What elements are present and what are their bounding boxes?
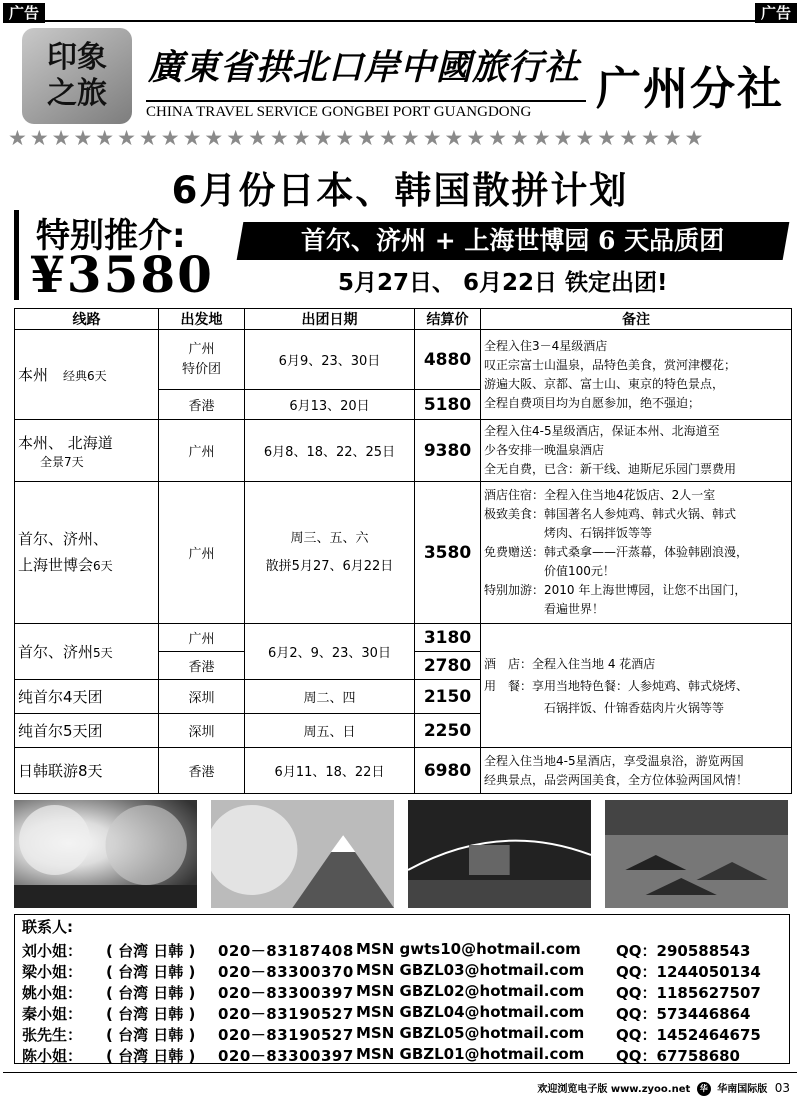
dates-cell: 6月2、9、23、30日 xyxy=(245,624,415,680)
footer-text: 欢迎浏览电子版 www.zyoo.net xyxy=(537,1084,691,1095)
from-cell: 香港 xyxy=(159,390,245,420)
route-cell: 日韩联游8天 xyxy=(15,748,159,794)
table-row xyxy=(15,330,792,390)
contact-phone: 020－83300370 xyxy=(218,963,354,981)
notes-cell xyxy=(481,748,792,794)
table-row xyxy=(15,482,792,624)
header-price: 结算价 xyxy=(415,309,481,330)
footer-brand: 华南国际版 xyxy=(717,1084,768,1095)
route-cell: 纯首尔4天团 xyxy=(15,680,159,714)
note-line: 全程入住4-5星级酒店，保证本州、北海道至 xyxy=(484,424,720,438)
contact-region: ( 台湾 日韩 ) xyxy=(106,984,196,1002)
table-row xyxy=(15,624,792,652)
contact-phone: 020－83190527 xyxy=(218,1005,354,1023)
promo-tour-banner xyxy=(237,222,790,260)
contact-phone: 020－83190527 xyxy=(218,1026,354,1044)
route-name-2: 上海世博会 xyxy=(18,556,94,574)
note-line: 特别加游：2010 年上海世博园，让您不出国门， xyxy=(484,583,747,597)
table-row xyxy=(15,420,792,482)
price-cell: 2780 xyxy=(415,652,481,680)
dates-line: 周三、五、六 xyxy=(290,530,369,546)
ad-label-left: 广告 xyxy=(3,3,45,23)
photo-mount-fuji xyxy=(211,800,394,908)
star-divider: ★★★★★★★★★★★★★★★★★★★★★★★★★★★★★★★★ xyxy=(8,126,707,150)
notes-cell xyxy=(481,624,792,748)
contact-name: 梁小姐： xyxy=(22,963,83,981)
contact-qq: QQ：1452464675 xyxy=(616,1026,761,1044)
note-line: 烤肉、石锅拌饭等等 xyxy=(484,526,653,540)
promo-tour-text: 首尔、济州 + 上海世博园 6 天品质团 xyxy=(301,226,725,255)
promo-departures: 5月27日、 6月22日 铁定出团! xyxy=(338,270,668,296)
price-cell: 6980 xyxy=(415,748,481,794)
note-line: 酒店住宿：全程入住当地4花饭店、2人一室 xyxy=(484,488,716,502)
price-cell: 3580 xyxy=(415,482,481,624)
top-divider xyxy=(3,20,797,22)
dates-cell: 6月9、23、30日 xyxy=(245,330,415,390)
header-dates: 出团日期 xyxy=(245,309,415,330)
price-cell: 3180 xyxy=(415,624,481,652)
contact-region: ( 台湾 日韩 ) xyxy=(106,1005,196,1023)
contact-msn: MSN GBZL02@hotmail.com xyxy=(356,982,585,1000)
dates-cell: 周二、四 xyxy=(245,680,415,714)
route-cell xyxy=(15,624,159,680)
contact-name: 秦小姐： xyxy=(22,1005,83,1023)
route-sub: 6天 xyxy=(93,559,113,573)
route-cell xyxy=(15,420,159,482)
brand-logo xyxy=(22,28,132,124)
photo-cherry-blossom-park xyxy=(14,800,197,908)
notes-cell xyxy=(481,420,792,482)
contact-title: 联系人: xyxy=(22,918,73,936)
photo-strip xyxy=(14,800,788,908)
dates-line: 散拼5月27、6月22日 xyxy=(265,558,394,574)
from-cell: 香港 xyxy=(159,748,245,794)
note-line: 价值100元！ xyxy=(484,564,615,578)
note-line: 全程自费项目均为自愿参加，绝不强迫； xyxy=(484,395,701,410)
header-route: 线路 xyxy=(15,309,159,330)
contact-msn: MSN GBZL01@hotmail.com xyxy=(356,1045,585,1063)
contact-name: 姚小姐： xyxy=(22,984,83,1002)
route-cell: 纯首尔5天团 xyxy=(15,714,159,748)
table-header-row xyxy=(15,309,792,330)
notes-cell xyxy=(481,330,792,420)
table-row xyxy=(15,748,792,794)
note-line: 看遍世界！ xyxy=(484,602,605,616)
photo-village-roofs xyxy=(605,800,788,908)
notes-cell xyxy=(481,482,792,624)
note-line: 经典景点，品尝两国美食，全方位体验两国风情！ xyxy=(484,772,749,787)
page-number: 03 xyxy=(774,1081,790,1095)
dates-cell xyxy=(245,482,415,624)
contact-name: 陈小姐： xyxy=(22,1047,83,1065)
price-cell: 2250 xyxy=(415,714,481,748)
logo-line2: 之旅 xyxy=(47,76,107,111)
header-from: 出发地 xyxy=(159,309,245,330)
note-line: 叹正宗富士山温泉，品特色美食，赏河津樱花； xyxy=(484,357,737,372)
route-name: 本州 xyxy=(18,366,49,384)
contact-qq: QQ：290588543 xyxy=(616,942,751,960)
note-line: 石锅拌饭、什锦香菇肉片火锅等等 xyxy=(484,700,725,715)
contact-qq: QQ：67758680 xyxy=(616,1047,740,1065)
contact-msn: MSN GBZL03@hotmail.com xyxy=(356,961,585,979)
note-line: 全无自费，已含：新干线、迪斯尼乐园门票费用 xyxy=(484,462,737,476)
dates-cell: 6月13、20日 xyxy=(245,390,415,420)
contact-msn: MSN gwts10@hotmail.com xyxy=(356,940,581,958)
contact-name: 刘小姐： xyxy=(22,942,83,960)
note-line: 游遍大阪、京都、富士山、東京的特色景点， xyxy=(484,376,725,391)
photo-night-bridge xyxy=(408,800,591,908)
from-cell: 广州 xyxy=(159,420,245,482)
note-line: 用 餐：享用当地特色餐：人参炖鸡、韩式烧烤、 xyxy=(484,678,749,693)
contact-phone: 020－83300397 xyxy=(218,984,354,1002)
bottom-divider xyxy=(3,1072,797,1073)
note-line: 全程入住3－4星级酒店 xyxy=(484,338,608,353)
route-name: 首尔、济州、 xyxy=(18,530,109,548)
from-cell: 广州 特价团 xyxy=(159,330,245,390)
route-cell xyxy=(15,330,159,420)
from-cell: 深圳 xyxy=(159,680,245,714)
contact-region: ( 台湾 日韩 ) xyxy=(106,963,196,981)
dates-cell: 6月8、18、22、25日 xyxy=(245,420,415,482)
contact-region: ( 台湾 日韩 ) xyxy=(106,942,196,960)
from-cell: 广州 xyxy=(159,624,245,652)
contact-msn: MSN GBZL05@hotmail.com xyxy=(356,1024,585,1042)
logo-line1: 印象 xyxy=(47,40,107,75)
contact-phone: 020－83300397 xyxy=(218,1047,354,1065)
price-cell: 2150 xyxy=(415,680,481,714)
header-notes: 备注 xyxy=(481,309,792,330)
promo-label: 特别推介: xyxy=(36,216,186,256)
route-name: 本州、 北海道 xyxy=(18,433,113,452)
price-cell: 9380 xyxy=(415,420,481,482)
contact-region: ( 台湾 日韩 ) xyxy=(106,1026,196,1044)
from-cell: 香港 xyxy=(159,652,245,680)
route-sub: 全景7天 xyxy=(40,454,84,469)
company-name-cn: 廣東省拱北口岸中國旅行社 xyxy=(148,47,581,88)
contact-phone: 020－83187408 xyxy=(218,942,354,960)
company-name-en: CHINA TRAVEL SERVICE GONGBEI PORT GUANGDONG xyxy=(146,100,586,121)
note-line: 极致美食：韩国著名人参炖鸡、韩式火锅、韩式 xyxy=(484,507,737,521)
note-line: 少各安排一晚温泉酒店 xyxy=(484,443,605,457)
page-footer xyxy=(537,1080,790,1096)
note-line: 全程入住当地4-5星酒店，享受温泉浴，游览两国 xyxy=(484,753,744,768)
branch-name: 广州分社 xyxy=(596,62,785,115)
page-title: 6月份日本、韩国散拼计划 xyxy=(171,169,629,212)
from-cell: 广州 xyxy=(159,482,245,624)
note-line: 免费赠送：韩式桑拿——汗蒸幕，体验韩剧浪漫， xyxy=(484,545,749,559)
price-cell: 4880 xyxy=(415,330,481,390)
route-sub: 5天 xyxy=(93,646,113,660)
route-sub: 经典6天 xyxy=(63,369,107,383)
footer-logo-icon: 华 xyxy=(697,1082,711,1096)
promo-price: ¥3580 xyxy=(30,245,214,304)
contact-qq: QQ：1244050134 xyxy=(616,963,761,981)
tour-table xyxy=(14,308,792,794)
note-line: 酒 店：全程入住当地 4 花酒店 xyxy=(484,656,656,671)
contact-region: ( 台湾 日韩 ) xyxy=(106,1047,196,1065)
from-cell: 深圳 xyxy=(159,714,245,748)
ad-label-right: 广告 xyxy=(755,3,797,23)
route-name: 首尔、济州 xyxy=(18,643,94,661)
route-cell xyxy=(15,482,159,624)
dates-cell: 6月11、18、22日 xyxy=(245,748,415,794)
contact-msn: MSN GBZL04@hotmail.com xyxy=(356,1003,585,1021)
contact-name: 张先生： xyxy=(22,1026,83,1044)
price-cell: 5180 xyxy=(415,390,481,420)
contact-qq: QQ：1185627507 xyxy=(616,984,761,1002)
dates-cell: 周五、日 xyxy=(245,714,415,748)
contact-qq: QQ：573446864 xyxy=(616,1005,751,1023)
